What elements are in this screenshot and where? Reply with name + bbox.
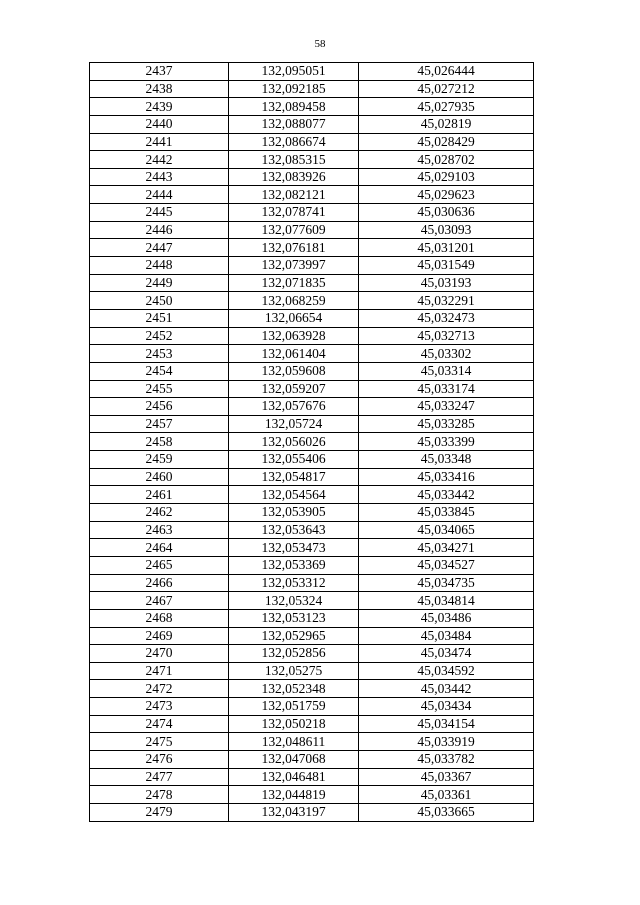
longitude-cell: 132,063928 [229,327,359,345]
longitude-cell: 132,050218 [229,715,359,733]
longitude-cell: 132,088077 [229,115,359,133]
longitude-cell: 132,053123 [229,609,359,627]
point-number-cell: 2451 [90,309,229,327]
point-number-cell: 2467 [90,592,229,610]
point-number-cell: 2446 [90,221,229,239]
table-row [90,645,534,663]
table-row [90,768,534,786]
longitude-cell: 132,085315 [229,151,359,169]
longitude-cell: 132,089458 [229,98,359,116]
point-number-cell: 2473 [90,698,229,716]
table-row [90,398,534,416]
latitude-cell: 45,034065 [359,521,534,539]
longitude-cell: 132,053473 [229,539,359,557]
longitude-cell: 132,043197 [229,803,359,821]
point-number-cell: 2441 [90,133,229,151]
longitude-cell: 132,082121 [229,186,359,204]
longitude-cell: 132,046481 [229,768,359,786]
latitude-cell: 45,03474 [359,645,534,663]
latitude-cell: 45,03302 [359,345,534,363]
latitude-cell: 45,027935 [359,98,534,116]
point-number-cell: 2447 [90,239,229,257]
point-number-cell: 2461 [90,486,229,504]
table-row [90,221,534,239]
table-row [90,98,534,116]
table-row [90,292,534,310]
latitude-cell: 45,02819 [359,115,534,133]
latitude-cell: 45,033919 [359,733,534,751]
longitude-cell: 132,077609 [229,221,359,239]
table-row [90,733,534,751]
point-number-cell: 2445 [90,204,229,222]
point-number-cell: 2449 [90,274,229,292]
longitude-cell: 132,05275 [229,662,359,680]
point-number-cell: 2464 [90,539,229,557]
table-row [90,186,534,204]
longitude-cell: 132,05724 [229,415,359,433]
point-number-cell: 2458 [90,433,229,451]
longitude-cell: 132,06654 [229,309,359,327]
latitude-cell: 45,027212 [359,80,534,98]
longitude-cell: 132,059608 [229,362,359,380]
longitude-cell: 132,083926 [229,168,359,186]
latitude-cell: 45,033442 [359,486,534,504]
latitude-cell: 45,03314 [359,362,534,380]
table-row [90,63,534,81]
latitude-cell: 45,033285 [359,415,534,433]
longitude-cell: 132,047068 [229,750,359,768]
point-number-cell: 2448 [90,257,229,275]
point-number-cell: 2462 [90,504,229,522]
point-number-cell: 2455 [90,380,229,398]
point-number-cell: 2476 [90,750,229,768]
longitude-cell: 132,095051 [229,63,359,81]
point-number-cell: 2471 [90,662,229,680]
table-row [90,521,534,539]
longitude-cell: 132,056026 [229,433,359,451]
point-number-cell: 2442 [90,151,229,169]
table-row [90,715,534,733]
longitude-cell: 132,054564 [229,486,359,504]
longitude-cell: 132,053312 [229,574,359,592]
latitude-cell: 45,03484 [359,627,534,645]
point-number-cell: 2469 [90,627,229,645]
table-row [90,415,534,433]
table-row [90,627,534,645]
longitude-cell: 132,053369 [229,556,359,574]
longitude-cell: 132,078741 [229,204,359,222]
point-number-cell: 2456 [90,398,229,416]
latitude-cell: 45,034592 [359,662,534,680]
longitude-cell: 132,055406 [229,451,359,469]
longitude-cell: 132,052856 [229,645,359,663]
point-number-cell: 2459 [90,451,229,469]
point-number-cell: 2439 [90,98,229,116]
point-number-cell: 2466 [90,574,229,592]
latitude-cell: 45,03193 [359,274,534,292]
table-row [90,380,534,398]
latitude-cell: 45,03093 [359,221,534,239]
table-row [90,574,534,592]
point-number-cell: 2465 [90,556,229,574]
point-number-cell: 2470 [90,645,229,663]
latitude-cell: 45,032291 [359,292,534,310]
latitude-cell: 45,03348 [359,451,534,469]
table-row [90,274,534,292]
latitude-cell: 45,03486 [359,609,534,627]
table-row [90,750,534,768]
table-row [90,133,534,151]
latitude-cell: 45,030636 [359,204,534,222]
table-row [90,698,534,716]
longitude-cell: 132,068259 [229,292,359,310]
table-row [90,504,534,522]
longitude-cell: 132,044819 [229,786,359,804]
table-row [90,309,534,327]
latitude-cell: 45,03442 [359,680,534,698]
page-number: 58 [314,38,326,50]
point-number-cell: 2468 [90,609,229,627]
latitude-cell: 45,033665 [359,803,534,821]
point-number-cell: 2477 [90,768,229,786]
latitude-cell: 45,03434 [359,698,534,716]
latitude-cell: 45,034814 [359,592,534,610]
point-number-cell: 2450 [90,292,229,310]
table-row [90,803,534,821]
longitude-cell: 132,086674 [229,133,359,151]
longitude-cell: 132,053905 [229,504,359,522]
table-row [90,539,534,557]
latitude-cell: 45,033782 [359,750,534,768]
longitude-cell: 132,073997 [229,257,359,275]
point-number-cell: 2454 [90,362,229,380]
latitude-cell: 45,031549 [359,257,534,275]
point-number-cell: 2479 [90,803,229,821]
latitude-cell: 45,029623 [359,186,534,204]
table-row [90,486,534,504]
table-row [90,151,534,169]
point-number-cell: 2472 [90,680,229,698]
latitude-cell: 45,033416 [359,468,534,486]
longitude-cell: 132,052348 [229,680,359,698]
point-number-cell: 2478 [90,786,229,804]
point-number-cell: 2437 [90,63,229,81]
latitude-cell: 45,033247 [359,398,534,416]
table-row [90,115,534,133]
latitude-cell: 45,032473 [359,309,534,327]
table-row [90,786,534,804]
point-number-cell: 2460 [90,468,229,486]
table-row [90,345,534,363]
coordinates-table-body [90,63,534,822]
longitude-cell: 132,057676 [229,398,359,416]
latitude-cell: 45,033845 [359,504,534,522]
latitude-cell: 45,028702 [359,151,534,169]
longitude-cell: 132,05324 [229,592,359,610]
coordinates-table [89,62,534,822]
longitude-cell: 132,054817 [229,468,359,486]
table-row [90,80,534,98]
longitude-cell: 132,076181 [229,239,359,257]
longitude-cell: 132,092185 [229,80,359,98]
longitude-cell: 132,048611 [229,733,359,751]
latitude-cell: 45,033399 [359,433,534,451]
latitude-cell: 45,029103 [359,168,534,186]
table-row [90,239,534,257]
point-number-cell: 2443 [90,168,229,186]
point-number-cell: 2457 [90,415,229,433]
point-number-cell: 2438 [90,80,229,98]
latitude-cell: 45,031201 [359,239,534,257]
table-row [90,433,534,451]
point-number-cell: 2452 [90,327,229,345]
point-number-cell: 2475 [90,733,229,751]
latitude-cell: 45,03361 [359,786,534,804]
latitude-cell: 45,028429 [359,133,534,151]
latitude-cell: 45,033174 [359,380,534,398]
table-row [90,680,534,698]
latitude-cell: 45,032713 [359,327,534,345]
table-row [90,662,534,680]
table-row [90,451,534,469]
longitude-cell: 132,071835 [229,274,359,292]
point-number-cell: 2453 [90,345,229,363]
point-number-cell: 2440 [90,115,229,133]
point-number-cell: 2444 [90,186,229,204]
latitude-cell: 45,034527 [359,556,534,574]
point-number-cell: 2474 [90,715,229,733]
table-row [90,556,534,574]
longitude-cell: 132,053643 [229,521,359,539]
point-number-cell: 2463 [90,521,229,539]
latitude-cell: 45,03367 [359,768,534,786]
table-row [90,362,534,380]
latitude-cell: 45,034271 [359,539,534,557]
table-row [90,468,534,486]
latitude-cell: 45,026444 [359,63,534,81]
latitude-cell: 45,034735 [359,574,534,592]
table-row [90,609,534,627]
latitude-cell: 45,034154 [359,715,534,733]
table-row [90,168,534,186]
table-row [90,204,534,222]
longitude-cell: 132,051759 [229,698,359,716]
longitude-cell: 132,052965 [229,627,359,645]
table-row [90,327,534,345]
longitude-cell: 132,061404 [229,345,359,363]
table-row [90,257,534,275]
table-row [90,592,534,610]
longitude-cell: 132,059207 [229,380,359,398]
